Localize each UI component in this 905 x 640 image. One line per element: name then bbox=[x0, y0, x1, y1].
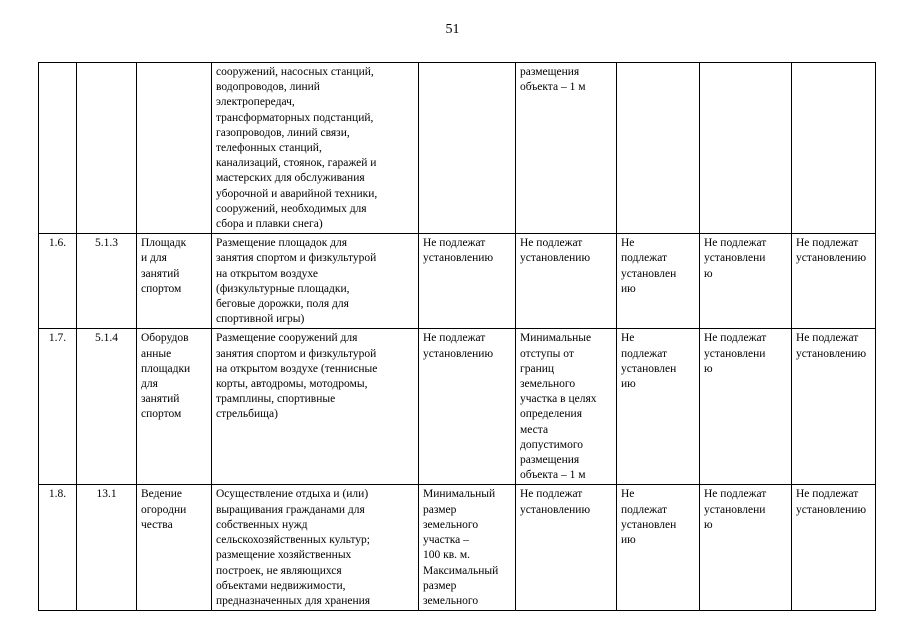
cell-col7 bbox=[617, 63, 700, 234]
cell-line: уборочной и аварийной техники, bbox=[216, 187, 378, 200]
cell-line: размещения bbox=[520, 66, 580, 78]
cell-line: Не подлежат bbox=[704, 332, 767, 345]
cell-line: ию bbox=[621, 282, 636, 295]
cell-line: огородни bbox=[141, 503, 187, 516]
cell-line: электропередач, bbox=[216, 96, 295, 109]
cell-col7 bbox=[617, 329, 700, 485]
cell-code bbox=[77, 63, 137, 234]
cell-line: Минимальные bbox=[520, 332, 592, 345]
cell-col7 bbox=[617, 234, 700, 329]
cell-line: Не bbox=[621, 488, 635, 501]
cell-number bbox=[39, 63, 77, 234]
cell-line: Максимальный bbox=[423, 564, 499, 577]
cell-line: установлен bbox=[621, 362, 677, 375]
cell-name bbox=[137, 329, 212, 485]
cell-col9 bbox=[792, 63, 876, 234]
zoning-table bbox=[38, 62, 876, 611]
cell-line: участка в целях bbox=[520, 393, 597, 406]
cell-name bbox=[137, 63, 212, 234]
cell-line: телефонных станций, bbox=[216, 142, 322, 155]
cell-line: установлению bbox=[423, 347, 494, 360]
cell-col5 bbox=[419, 63, 516, 234]
cell-line: занятия спортом и физкультурой bbox=[216, 252, 377, 265]
cell-line: спортивной игры) bbox=[216, 313, 305, 326]
cell-line: размер bbox=[423, 503, 457, 516]
cell-line: подлежат bbox=[621, 503, 668, 516]
cell-number: 1.6. bbox=[39, 234, 77, 329]
cell-line: чества bbox=[141, 518, 173, 531]
cell-description bbox=[212, 485, 419, 611]
cell-line: занятий bbox=[141, 393, 180, 406]
cell-name bbox=[137, 485, 212, 611]
cell-line: сельскохозяйственных культур; bbox=[216, 534, 370, 547]
cell-line: Не подлежат bbox=[423, 332, 486, 345]
cell-line: границ bbox=[520, 362, 555, 375]
table-row bbox=[39, 329, 876, 485]
cell-line: установлению bbox=[796, 252, 867, 265]
cell-line: ию bbox=[621, 378, 636, 391]
cell-line: объекта – 1 м bbox=[520, 81, 586, 94]
cell-description bbox=[212, 63, 419, 234]
cell-line: трансформаторных подстанций, bbox=[216, 111, 374, 124]
cell-line: размещение хозяйственных bbox=[216, 549, 352, 562]
cell-line: сооружений, необходимых для bbox=[216, 202, 367, 215]
cell-line: спортом bbox=[141, 408, 182, 421]
cell-line: участка – bbox=[423, 534, 469, 547]
cell-line: допустимого bbox=[520, 438, 583, 451]
cell-col6 bbox=[516, 485, 617, 611]
cell-line: Ведение bbox=[141, 488, 182, 501]
cell-line: Не подлежат bbox=[704, 237, 767, 250]
cell-line: Минимальный bbox=[423, 488, 496, 501]
cell-line: анные bbox=[141, 347, 172, 360]
cell-line: земельного bbox=[520, 378, 576, 391]
cell-name bbox=[137, 234, 212, 329]
cell-line: предназначенных для хранения bbox=[216, 594, 371, 607]
cell-line: Не подлежат bbox=[423, 237, 486, 250]
cell-line: Не подлежат bbox=[704, 488, 767, 501]
cell-line: ию bbox=[621, 534, 636, 547]
cell-line: объектами недвижимости, bbox=[216, 579, 346, 592]
cell-line: установлени bbox=[704, 252, 766, 265]
cell-line: размер bbox=[423, 579, 457, 592]
cell-line: Не подлежат bbox=[796, 237, 859, 250]
cell-col9 bbox=[792, 234, 876, 329]
cell-line: Размещение сооружений для bbox=[216, 332, 358, 345]
cell-line: канализаций, стоянок, гаражей и bbox=[216, 157, 377, 170]
table-body bbox=[39, 63, 876, 611]
cell-col6 bbox=[516, 234, 617, 329]
cell-line: сооружений, насосных станций, bbox=[216, 66, 374, 78]
cell-col8 bbox=[700, 234, 792, 329]
table-row bbox=[39, 234, 876, 329]
cell-line: (физкультурные площадки, bbox=[216, 282, 350, 295]
cell-line: стрельбища) bbox=[216, 408, 278, 421]
cell-line: установлению bbox=[796, 503, 867, 516]
cell-col7 bbox=[617, 485, 700, 611]
cell-line: места bbox=[520, 423, 549, 436]
cell-line: подлежат bbox=[621, 347, 668, 360]
cell-line: подлежат bbox=[621, 252, 668, 265]
cell-line: объекта – 1 м bbox=[520, 469, 586, 482]
cell-line: выращивания гражданами для bbox=[216, 503, 365, 516]
cell-code: 13.1 bbox=[77, 485, 137, 611]
cell-line: на открытом воздухе bbox=[216, 267, 318, 280]
cell-line: установлени bbox=[704, 347, 766, 360]
cell-line: занятий bbox=[141, 267, 180, 280]
cell-line: корты, автодромы, мотодромы, bbox=[216, 378, 368, 391]
cell-col9 bbox=[792, 485, 876, 611]
cell-line: Оборудов bbox=[141, 332, 189, 345]
cell-line: собственных нужд bbox=[216, 518, 308, 531]
cell-col8 bbox=[700, 63, 792, 234]
cell-line: водопроводов, линий bbox=[216, 81, 320, 94]
cell-col5 bbox=[419, 485, 516, 611]
cell-line: установлению bbox=[520, 503, 591, 516]
cell-line: установлен bbox=[621, 267, 677, 280]
cell-line: установлению bbox=[520, 252, 591, 265]
cell-line: Осуществление отдыха и (или) bbox=[216, 488, 369, 501]
cell-line: Размещение площадок для bbox=[216, 237, 348, 250]
cell-line: для bbox=[141, 378, 158, 391]
cell-line: земельного bbox=[423, 518, 479, 531]
cell-line: сбора и плавки снега) bbox=[216, 218, 323, 231]
cell-line: ю bbox=[704, 267, 713, 280]
cell-col9 bbox=[792, 329, 876, 485]
cell-code: 5.1.3 bbox=[77, 234, 137, 329]
cell-line: установлению bbox=[423, 252, 494, 265]
cell-number: 1.7. bbox=[39, 329, 77, 485]
cell-description bbox=[212, 234, 419, 329]
cell-line: Не подлежат bbox=[520, 488, 583, 501]
cell-line: мастерских для обслуживания bbox=[216, 172, 365, 185]
cell-col8 bbox=[700, 485, 792, 611]
cell-line: трамплины, спортивные bbox=[216, 393, 336, 406]
page-number: 51 bbox=[445, 22, 460, 37]
cell-line: Не подлежат bbox=[520, 237, 583, 250]
cell-line: Не подлежат bbox=[796, 332, 859, 345]
cell-col5 bbox=[419, 234, 516, 329]
cell-line: 100 кв. м. bbox=[423, 549, 471, 562]
cell-line: спортом bbox=[141, 282, 182, 295]
cell-col8 bbox=[700, 329, 792, 485]
cell-number: 1.8. bbox=[39, 485, 77, 611]
cell-line: установлению bbox=[796, 347, 867, 360]
cell-line: на открытом воздухе (теннисные bbox=[216, 362, 378, 375]
cell-line: Не подлежат bbox=[796, 488, 859, 501]
cell-line: и для bbox=[141, 252, 167, 265]
cell-line: установлени bbox=[704, 503, 766, 516]
cell-col6 bbox=[516, 63, 617, 234]
cell-line: отступы от bbox=[520, 347, 574, 360]
cell-line: газопроводов, линий связи, bbox=[216, 126, 350, 139]
cell-line: занятия спортом и физкультурой bbox=[216, 347, 377, 360]
cell-description bbox=[212, 329, 419, 485]
cell-line: Не bbox=[621, 332, 635, 345]
cell-line: земельного bbox=[423, 594, 479, 607]
table-row bbox=[39, 63, 876, 234]
cell-line: установлен bbox=[621, 518, 677, 531]
cell-line: определения bbox=[520, 408, 583, 421]
cell-line: беговые дорожки, поля для bbox=[216, 298, 349, 311]
cell-line: площадки bbox=[141, 362, 191, 375]
cell-line: Площадк bbox=[141, 237, 187, 250]
cell-line: ю bbox=[704, 362, 713, 375]
cell-line: ю bbox=[704, 518, 713, 531]
cell-line: построек, не являющихся bbox=[216, 564, 342, 577]
cell-code: 5.1.4 bbox=[77, 329, 137, 485]
cell-line: размещения bbox=[520, 454, 580, 467]
cell-col6 bbox=[516, 329, 617, 485]
cell-col5 bbox=[419, 329, 516, 485]
cell-line: Не bbox=[621, 237, 635, 250]
table-row bbox=[39, 485, 876, 611]
